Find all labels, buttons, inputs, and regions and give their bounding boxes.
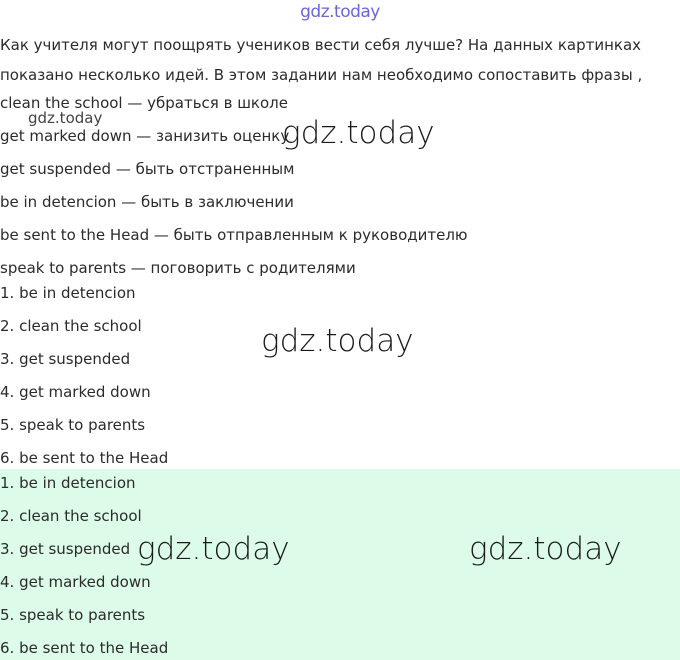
vocab-item-2: get marked down — занизить оценку [0, 127, 290, 145]
watermark-large-3: gdz.today [137, 531, 290, 567]
answer-item-2: 2. clean the school [0, 507, 142, 525]
vocab-item-4: be in detencion — быть в заключении [0, 193, 294, 211]
watermark-large-1: gdz.today [282, 115, 435, 151]
vocab-item-1: clean the school — убраться в школе [0, 94, 288, 112]
vocab-item-5: be sent to the Head — быть отправленным к руководителю [0, 226, 468, 244]
list-item-3: 3. get suspended [0, 350, 131, 368]
watermark-large-4: gdz.today [469, 531, 622, 567]
list-item-6: 6. be sent to the Head [0, 449, 169, 467]
watermark-small: gdz.today [28, 109, 103, 127]
watermark-large-2: gdz.today [261, 323, 414, 359]
list-item-4: 4. get marked down [0, 383, 151, 401]
answer-item-5: 5. speak to parents [0, 606, 146, 624]
answer-item-4: 4. get marked down [0, 573, 151, 591]
answer-item-1: 1. be in detencion [0, 474, 136, 492]
answer-item-6: 6. be sent to the Head [0, 639, 169, 657]
vocab-item-6: speak to parents — поговорить с родителями [0, 259, 356, 277]
list-item-5: 5. speak to parents [0, 416, 146, 434]
intro-paragraph: Как учителя могут поощрять учеников вести себя лучше? На данных картинках показано несколько идей. В этом задании нам необходимо сопоставить фразы , [0, 36, 643, 84]
site-title[interactable]: gdz.today [300, 2, 380, 22]
answer-item-3: 3. get suspended [0, 540, 131, 558]
vocab-item-3: get suspended — быть отстраненным [0, 160, 295, 178]
list-item-1: 1. be in detencion [0, 284, 136, 302]
list-item-2: 2. clean the school [0, 317, 142, 335]
